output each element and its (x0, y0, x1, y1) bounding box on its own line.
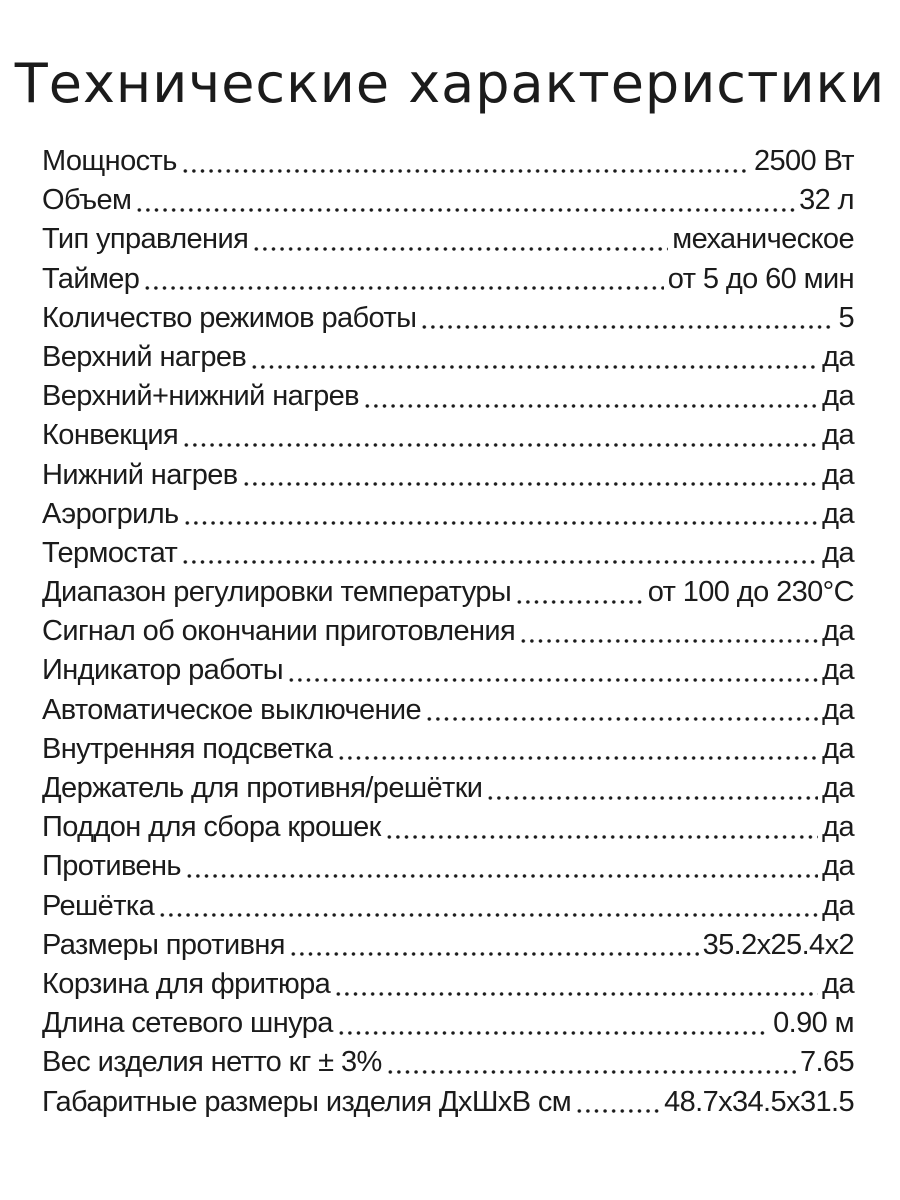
spec-value: да (822, 732, 854, 765)
spec-label: Конвекция (42, 419, 179, 452)
dot-leader (337, 755, 819, 761)
dot-leader (289, 951, 699, 957)
spec-value: да (822, 615, 854, 648)
spec-value: да (822, 811, 854, 844)
dot-leader (519, 638, 818, 644)
spec-value: да (822, 340, 854, 373)
spec-label: Объем (42, 184, 132, 217)
spec-label: Размеры противня (42, 928, 285, 961)
spec-row-overall-dimensions (42, 1083, 854, 1122)
dot-leader (385, 834, 818, 840)
spec-row-end-signal (42, 612, 854, 651)
spec-value: 0.90 м (773, 1007, 854, 1040)
spec-label: Термостат (42, 536, 178, 569)
spec-row-net-weight (42, 1043, 854, 1082)
dot-leader (242, 481, 819, 487)
spec-row-crumb-tray (42, 808, 854, 847)
spec-row-cord-length (42, 1004, 854, 1043)
spec-value: да (822, 967, 854, 1000)
spec-label: Количество режимов работы (42, 301, 417, 334)
spec-row-volume (42, 181, 854, 220)
dot-leader (425, 716, 818, 722)
spec-value: да (822, 693, 854, 726)
dot-leader (575, 1108, 660, 1114)
dot-leader (143, 285, 663, 291)
spec-value: да (822, 654, 854, 687)
spec-label: Поддон для сбора крошек (42, 811, 381, 844)
dot-leader (334, 991, 818, 997)
spec-value: 35.2х25.4х2 (702, 928, 854, 961)
dot-leader (287, 677, 818, 683)
spec-label: Сигнал об окончании приготовления (42, 615, 516, 648)
spec-label: Противень (42, 850, 181, 883)
spec-row-timer (42, 260, 854, 299)
spec-row-power (42, 142, 854, 181)
dot-leader (185, 873, 818, 879)
spec-label: Мощность (42, 145, 177, 177)
spec-row-grill-rack (42, 887, 854, 926)
spec-value: 48.7х34.5х31.5 (664, 1085, 854, 1118)
dot-leader (420, 324, 834, 330)
spec-label: Таймер (42, 262, 140, 295)
dot-leader (250, 364, 818, 370)
spec-label: Верхний+нижний нагрев (42, 380, 359, 413)
spec-row-auto-off (42, 691, 854, 730)
spec-row-tray-holder (42, 769, 854, 808)
spec-value: да (822, 536, 854, 569)
spec-value: от 5 до 60 мин (667, 262, 854, 295)
spec-value: 7.65 (799, 1046, 854, 1079)
spec-value: да (822, 772, 854, 804)
spec-label: Индикатор работы (42, 654, 283, 687)
spec-value: да (822, 458, 854, 491)
spec-row-bottom-heating (42, 456, 854, 495)
spec-value: да (822, 889, 854, 922)
spec-list (42, 142, 854, 1122)
spec-row-modes-count (42, 299, 854, 338)
spec-row-fryer-basket (42, 965, 854, 1004)
spec-label: Внутренняя подсветка (42, 732, 333, 765)
dot-leader (183, 520, 819, 526)
spec-value: да (822, 497, 854, 530)
spec-value: да (822, 380, 854, 413)
spec-value: механическое (672, 223, 854, 256)
spec-row-work-indicator (42, 651, 854, 690)
spec-value: 32 л (799, 184, 854, 217)
dot-leader (363, 403, 818, 409)
spec-label: Тип управления (42, 223, 249, 256)
spec-label: Нижний нагрев (42, 458, 238, 491)
spec-row-temperature-range (42, 573, 854, 612)
spec-row-top-heating (42, 338, 854, 377)
spec-label: Вес изделия нетто кг ± 3% (42, 1046, 382, 1079)
dot-leader (252, 246, 668, 252)
spec-value: да (822, 419, 854, 452)
spec-label: Диапазон регулировки температуры (42, 576, 512, 609)
spec-value: 5 (838, 301, 854, 334)
dot-leader (135, 207, 795, 213)
spec-row-baking-tray (42, 847, 854, 886)
spec-label: Решётка (42, 889, 155, 922)
spec-row-top-bottom-heating (42, 377, 854, 416)
spec-row-convection (42, 416, 854, 455)
spec-label: Длина сетевого шнура (42, 1007, 333, 1040)
spec-label: Автоматическое выключение (42, 693, 422, 726)
spec-label: Габаритные размеры изделия ДхШхВ см (42, 1085, 572, 1118)
dot-leader (337, 1030, 769, 1036)
spec-value: от 100 до 230°С (647, 576, 854, 609)
dot-leader (386, 1069, 796, 1075)
dot-leader (182, 442, 818, 448)
spec-row-thermostat (42, 534, 854, 573)
spec-label: Аэрогриль (42, 497, 179, 530)
spec-row-tray-dimensions (42, 926, 854, 965)
spec-label: Корзина для фритюра (42, 967, 331, 1000)
dot-leader (515, 599, 644, 605)
spec-row-interior-light (42, 730, 854, 769)
spec-value: 2500 Вт (753, 145, 854, 177)
spec-label: Держатель для противня/решётки (42, 772, 483, 804)
dot-leader (181, 559, 818, 565)
spec-label: Верхний нагрев (42, 340, 247, 373)
spec-value: да (822, 850, 854, 883)
spec-row-air-grill (42, 495, 854, 534)
dot-leader (181, 168, 750, 174)
spec-row-control-type (42, 220, 854, 259)
dot-leader (158, 912, 818, 918)
dot-leader (486, 795, 818, 801)
page-title: Технические характеристики (14, 52, 886, 115)
